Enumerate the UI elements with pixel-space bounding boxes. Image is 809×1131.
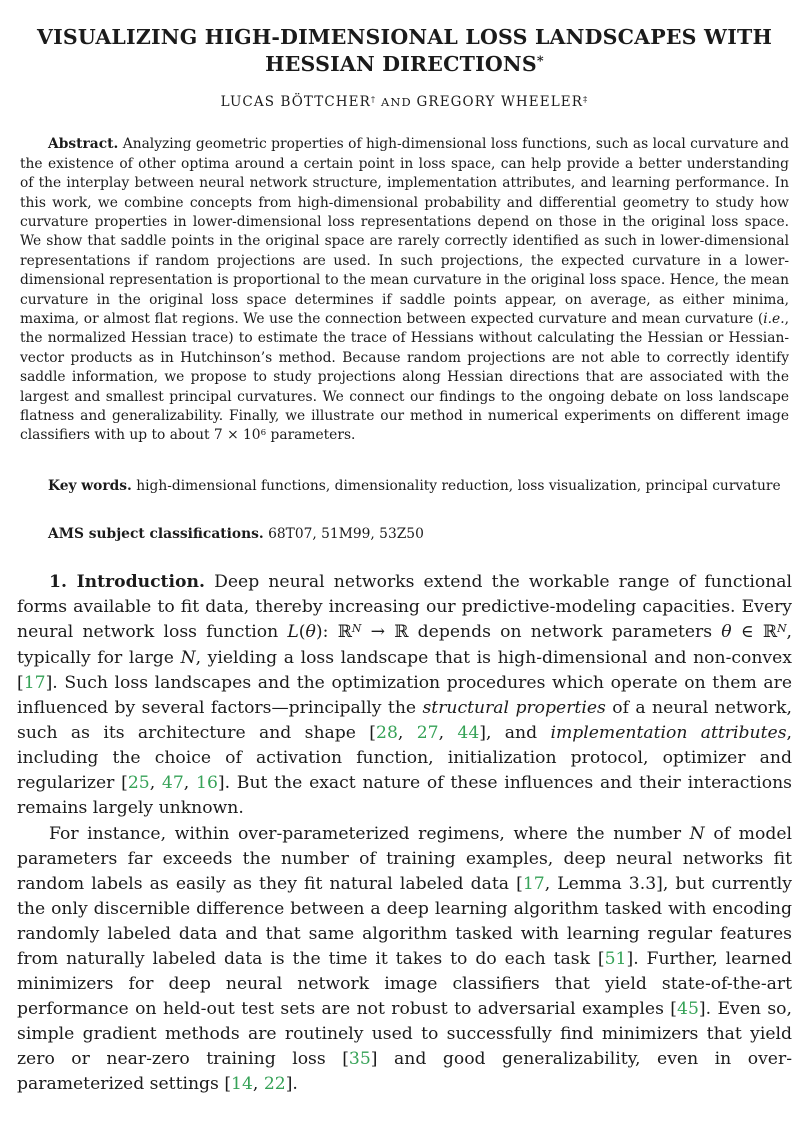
text-segment: parameters. [266,427,356,444]
abstract [20,135,789,448]
text-segment: VISUALIZING HIGH-DIMENSIONAL LOSS LANDSCAPES WITH [36,25,773,49]
citation-link[interactable]: 44 [457,723,480,744]
text-segment: ]. Such loss landscapes and the optimization procedures which operate on them are influenced by several factors—principally the [17,672,792,719]
text-segment: HESSIAN DIRECTIONS [265,51,537,76]
text-segment: i.e. [763,310,785,327]
text-segment: , the normalized Hessian trace) to estimate the trace of Hessians without calculating the Hessian or Hessian-vector products as in Hutchinson’s method. Because random projections are not able to correctly identify saddle information, we propose to study projections along Hessian directions that are associated with the largest and smallest principal curvatures. We connect our findings to the ongoing debate on loss landscape flatness and generalizability. Finally, we illustrate our method in numerical experiments on different image classifiers with up to about 7 × 10 [20,310,789,444]
text-segment: Deep neural networks extend the workable range of functional forms available to fit data, thereby increasing our predictive-modeling capacities. Every neural network loss function [17,571,793,642]
intro-paragraph-1 [17,570,792,822]
text-segment: N [180,647,196,668]
text-segment: N [351,621,362,635]
text-segment: , [252,1074,264,1095]
citation-link[interactable]: 14 [231,1074,253,1095]
text-segment: ]. Further, learned minimizers for deep neural network image classifiers that yield state-of-the-art performance on held-out test sets are not robust to adversarial examples [ [17,949,792,1020]
intro-paragraph-2 [17,822,792,1098]
citation-link[interactable]: 45 [677,999,699,1020]
text-segment: N [689,823,705,844]
text-segment: ]. Even so, simple gradient methods are routinely used to successfully find minimizers that yield zero or near-zero training loss [ [17,999,792,1070]
text-segment: , [397,723,417,744]
text-segment: , Lemma 3.3], but currently the only discernible difference between a deep learning algorithm tasked with encoding randomly labeled data and that same algorithm tasked with learning regular features from naturally labeled data is the time it takes to do each task [ [17,873,792,969]
text-segment: ): ℝ [315,621,352,642]
text-segment: Analyzing geometric properties of high-dimensional loss functions, such as local curvature and the existence of other optima around a certain point in loss space, can help provide a better understanding of the interplay between neural network structure, implementation attributes, and learning performance. In this work, we combine concepts from high-dimensional probability and differential geometry to study how curvature properties in lower-dimensional loss representations depend on those in the original loss space. We show that saddle points in the original space are rarely correctly identified as such in lower-dimensional representations if random projections are used. In such projections, the expected curvature in a lower-dimensional representation is proportional to the mean curvature in the original loss space. Hence, the mean curvature in the original loss space determines if saddle points appear, on average, as either minima, maxima, or almost flat regions. We use the connection between expected curvature and mean curvature ( [20,136,789,327]
authors-line [17,94,792,110]
text-segment: AND [376,95,417,110]
text-segment: ]. But the exact nature of these influences and their interactions remains largely unknown. [17,773,792,819]
text-segment: θ [305,621,316,642]
citation-link[interactable]: 17 [23,672,46,693]
text-segment: → ℝ depends on network parameters [361,621,722,642]
text-segment: ] and good generalizability, even in over-parameterized settings [ [17,1049,792,1095]
text-segment: , typically for large [17,621,793,668]
citation-link[interactable]: 51 [604,949,627,969]
text-segment: 6 [260,428,267,439]
text-segment: , [438,723,458,744]
citation-link[interactable]: 16 [196,773,218,794]
text-segment: 1. Introduction. [49,571,205,592]
text-segment: implementation attributes [550,723,787,744]
text-segment: † [370,95,377,106]
text-segment: Abstract. [48,136,119,153]
text-segment: , [149,773,162,794]
text-segment: , [183,773,197,794]
citation-link[interactable]: 28 [376,723,398,744]
text-segment: 68T07, 51M99, 53Z50 [263,526,424,543]
text-segment: ], and [479,723,551,744]
text-segment: AMS subject classifications. [48,526,264,543]
citation-link[interactable]: 17 [522,873,545,894]
text-segment: LUCAS BÖTTCHER [220,94,371,111]
text-segment: ( [298,621,306,642]
introduction-section [17,570,792,1098]
ams-classifications [20,525,789,544]
text-segment: structural properties [422,698,606,719]
text-segment: , yielding a loss landscape that is high-dimensional and non-convex [ [17,647,792,693]
text-segment: , including the choice of activation function, initialization protocol, optimizer and regularizer [ [17,723,792,794]
text-segment: ‡ [583,95,589,106]
citation-link[interactable]: 47 [161,773,184,794]
citation-link[interactable]: 27 [416,723,439,744]
text-segment: GREGORY WHEELER [416,94,583,111]
text-segment: For instance, within over-parameterized regimens, where the number [49,823,690,844]
text-segment: * [536,53,544,69]
paper-title [17,24,792,77]
text-segment: L [287,621,299,642]
text-segment: of a neural network, such as its architecture and shape [ [17,698,792,744]
text-segment: θ [721,621,732,642]
citation-link[interactable]: 35 [348,1049,371,1070]
text-segment: of model parameters far exceeds the number of training examples, deep neural networks fit random labels as easily as they fit natural labeled data [ [17,823,792,894]
text-segment: ]. [285,1074,298,1095]
text-segment: Key words. [48,477,132,494]
text-segment: ∈ ℝ [731,621,778,642]
text-segment: N [777,621,787,635]
citation-link[interactable]: 22 [263,1074,286,1095]
citation-link[interactable]: 25 [127,773,150,794]
text-segment: high-dimensional functions, dimensionality reduction, loss visualization, principal curvature [131,477,781,494]
keywords [20,477,789,496]
